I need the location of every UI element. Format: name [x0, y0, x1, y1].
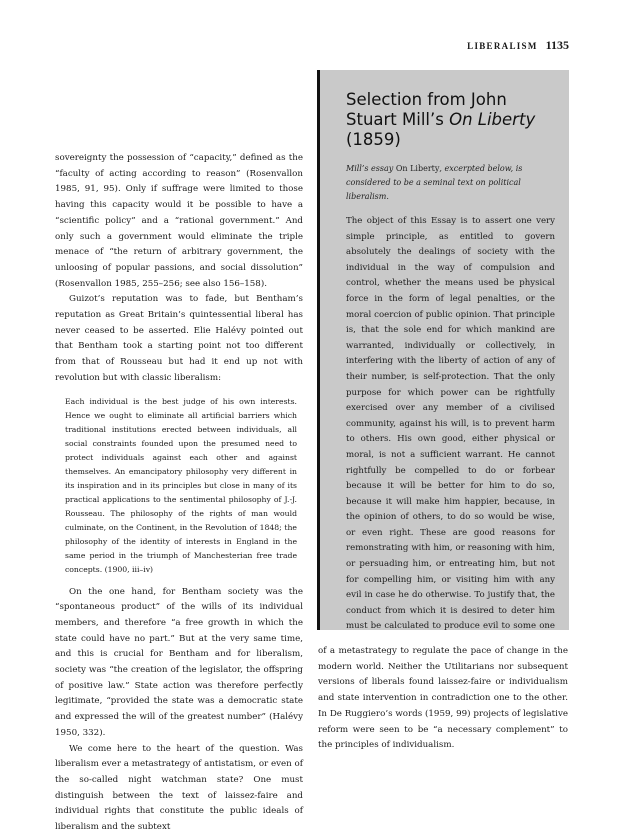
- sidebar-intro: [346, 162, 555, 204]
- block-quote: Each individual is the best judge of his own interests. Hence we ought to eliminate all artificial barriers which traditional institutions erected between individuals, all social constraints founded upon the presumed need to protect individuals against each other and against themselves. An emancipatory philosophy very different in its inspiration and in its principles but close in many of its practical applications to the sentimental philosophy of J.-J. Rousseau. The philosophy of the rights of man would culminate, on the Continent, in the Revolution of 1848; the philosophy of the identity of interests in England in the same period in the triumph of Manchesterian free trade concepts. (1900, iii–iv): [65, 396, 297, 574]
- paragraph: of a metastrategy to regulate the pace of change in the modern world. Neither the Utilitarians nor subsequent versions of liberals found laissez-faire or individualism and state intervention in contradiction one to the other. In De Ruggiero’s words (1959, 99) projects of legislative reform were seen to be “a necessary complement” to the principles of individualism.: [318, 646, 568, 751]
- left-column: [55, 151, 303, 836]
- paragraph: We come here to the heart of the question. Was liberalism ever a metastrategy of antistatism, or even of the so-called night watchman state? One must distinguish between the text of laissez-faire and individual rights that constitute the public ideals of liberalism and the subtext: [55, 743, 303, 833]
- sidebar-intro-part1: Mill’s essay: [346, 164, 396, 173]
- running-header: [467, 36, 569, 54]
- paragraph: On the one hand, for Bentham society was the “spontaneous product” of the wills of its individual members, and therefore “a free growth in which the state could have no part.” But at the very same time, and this is crucial for Bentham and for liberalism, society was “the creation of the legislator, the offspring of positive law.” State action was therefore perfectly legitimate, “provided the state was a democratic state and expressed the will of the greatest number” (Halévy 1950, 332).: [55, 586, 303, 738]
- sidebar-title-italic: On Liberty: [449, 110, 536, 129]
- right-column: [318, 644, 568, 754]
- page-number: 1135: [545, 38, 569, 52]
- section-title: LIBERALISM: [467, 41, 538, 51]
- sidebar-box: [317, 70, 569, 630]
- sidebar-intro-part2: , excerpted below, is considered to be a seminal text on political liberalism.: [346, 164, 523, 201]
- sidebar-excerpt: The object of this Essay is to assert one very simple principle, as entitled to govern absolutely the dealings of society with the individual in the way of compulsion and control, whether the means used be physical force in the form of legal penalties, or the moral coercion of public opinion. That principle is, that the sole end for which mankind are warranted, individually or collectively, in interfering with the liberty of action of any of their number, is self-protection. That the only purpose for which power can be rightfully exercised over any member of a civilised community, against his will, is to prevent harm to others. His own good, either physical or moral, is not a sufficient warrant. He cannot rightfully be compelled to do or forbear because it will be better for him to do so, because it will make him happier, because, in the opinion of others, to do so would be wise, or even right. These are good reasons for remonstrating with him, or reasoning with him, or persuading him, or entreating him, but not for compelling him, or visiting him with any evil in case he do otherwise. To justify that, the conduct from which it is desired to deter him must be calculated to produce evil to some one: [346, 216, 555, 630]
- paragraph: Guizot’s reputation was to fade, but Bentham’s reputation as Great Britain’s quintessential liberal has never ceased to be asserted. Elie Halévy pointed out that Bentham took a starting point not too different from that of Rousseau but had it end up not with revolution but with classic liberalism:: [55, 294, 303, 383]
- sidebar-title-part2: (1859): [346, 130, 401, 149]
- sidebar-title-part1: Selection from John Stuart Mill’s: [346, 90, 507, 129]
- sidebar-title: [346, 90, 555, 150]
- sidebar-intro-book-title: On Liberty: [395, 164, 440, 173]
- paragraph: sovereignty the possession of “capacity,” defined as the “faculty of acting according to reason” (Rosenvallon 1985, 91, 95). Only if suffrage were limited to those having this capacity would it be possible to have a “scientific policy” and a “rational government.” And only such a government would eliminate the triple menace of “the return of arbitrary government, the unloosing of popular passions, and social dissolution” (Rosenvallon 1985, 255–256; see also 156–158).: [55, 153, 303, 289]
